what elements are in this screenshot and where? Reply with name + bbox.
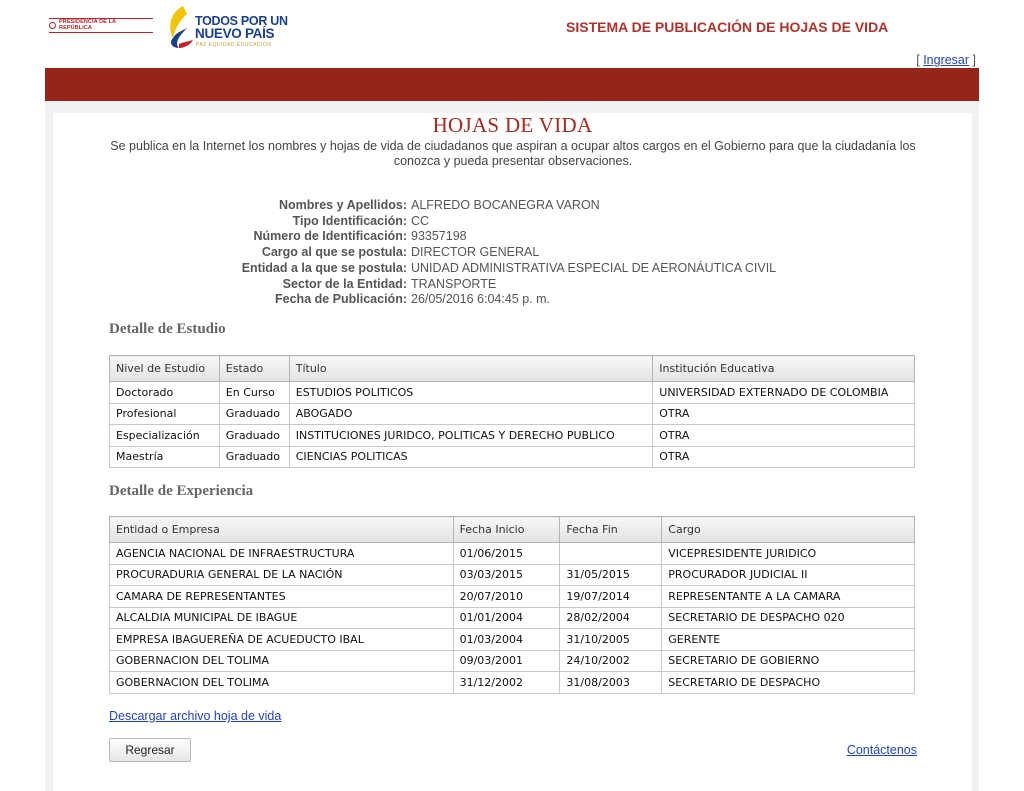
- table-cell: PROCURADURIA GENERAL DE LA NACIÓN: [110, 564, 454, 586]
- column-header[interactable]: Título: [289, 356, 653, 382]
- table-cell: 03/03/2015: [453, 564, 560, 586]
- info-value: CC: [411, 213, 430, 228]
- intro-text: Se publica en la Internet los nombres y hojas de vida de ciudadanos que aspiran a ocupar altos cargos en el Gobierno para que la ciudadanía los conozca y pueda presentar observaciones.: [110, 139, 916, 168]
- table-cell: CIENCIAS POLITICAS: [289, 446, 653, 468]
- table-header-row: [110, 356, 915, 382]
- table-cell: EMPRESA IBAGUEREÑA DE ACUEDUCTO IBAL: [110, 629, 454, 651]
- login-bracket-close: ]: [969, 53, 976, 67]
- logo-rule: [49, 18, 153, 19]
- system-title: SISTEMA DE PUBLICACIÓN DE HOJAS DE VIDA: [566, 19, 889, 35]
- info-row: [93, 261, 893, 277]
- logo-text-line1: TODOS POR UN: [195, 14, 288, 28]
- study-section-title: Detalle de Estudio: [109, 321, 226, 337]
- table-cell: 31/12/2002: [453, 672, 560, 694]
- seal-icon: [49, 22, 56, 29]
- logo-rule: [49, 32, 153, 33]
- page-title: HOJAS DE VIDA: [432, 113, 593, 137]
- table-cell: 24/10/2002: [560, 650, 662, 672]
- study-table: [109, 355, 915, 468]
- table-cell: 31/05/2015: [560, 564, 662, 586]
- table-cell: AGENCIA NACIONAL DE INFRAESTRUCTURA: [110, 543, 454, 565]
- info-value: TRANSPORTE: [411, 276, 497, 291]
- info-label: Sector de la Entidad:: [282, 276, 407, 291]
- table-cell: Especialización: [110, 425, 220, 447]
- info-row: [93, 245, 893, 261]
- info-label: Número de Identificación:: [253, 229, 407, 244]
- column-header[interactable]: Entidad o Empresa: [110, 517, 454, 543]
- info-row: [93, 229, 893, 245]
- back-button[interactable]: Regresar: [109, 738, 191, 762]
- table-cell: OTRA: [653, 446, 915, 468]
- table-cell: ALCALDIA MUNICIPAL DE IBAGUE: [110, 607, 454, 629]
- table-row: [110, 629, 915, 651]
- column-header[interactable]: Estado: [219, 356, 289, 382]
- info-value: UNIDAD ADMINISTRATIVA ESPECIAL DE AERONÁUTICA CIVIL: [411, 260, 777, 275]
- table-row: [110, 564, 915, 586]
- logo-text-line2: NUEVO PAÍS: [195, 26, 275, 41]
- table-cell: 28/02/2004: [560, 607, 662, 629]
- main-content: [53, 113, 972, 791]
- info-value: DIRECTOR GENERAL: [411, 245, 540, 260]
- info-label: Entidad a la que se postula:: [241, 260, 407, 275]
- table-cell: OTRA: [653, 425, 915, 447]
- contact-link[interactable]: Contáctenos: [846, 743, 917, 757]
- table-cell: Maestría: [110, 446, 220, 468]
- table-row: [110, 607, 915, 629]
- column-header[interactable]: Fecha Inicio: [453, 517, 560, 543]
- table-row: [110, 425, 915, 447]
- table-cell: 31/10/2005: [560, 629, 662, 651]
- login-bracket-open: [: [916, 53, 924, 67]
- table-cell: ABOGADO: [289, 403, 653, 425]
- brand-bar: [45, 68, 979, 101]
- info-row: [93, 214, 893, 230]
- table-cell: OTRA: [653, 403, 915, 425]
- info-value: 93357198: [411, 229, 467, 244]
- table-cell: Graduado: [219, 446, 289, 468]
- info-label: Cargo al que se postula:: [261, 245, 407, 260]
- column-header[interactable]: Fecha Fin: [560, 517, 662, 543]
- table-row: [110, 382, 915, 404]
- table-cell: SECRETARIO DE DESPACHO 020: [662, 607, 915, 629]
- table-cell: Graduado: [219, 403, 289, 425]
- table-row: [110, 543, 915, 565]
- table-cell: GOBERNACION DEL TOLIMA: [110, 650, 454, 672]
- table-cell: 31/08/2003: [560, 672, 662, 694]
- info-row: [93, 292, 893, 308]
- presidencia-text: PRESIDENCIA DE LA REPÚBLICA: [59, 19, 116, 31]
- colombia-swoosh-icon: [165, 4, 195, 50]
- table-row: [110, 672, 915, 694]
- login-area: [916, 53, 976, 67]
- download-cv-link[interactable]: Descargar archivo hoja de vida: [109, 709, 282, 723]
- table-cell: CAMARA DE REPRESENTANTES: [110, 586, 454, 608]
- column-header[interactable]: Nivel de Estudio: [110, 356, 220, 382]
- info-label: Tipo Identificación:: [292, 213, 407, 228]
- table-cell: Doctorado: [110, 382, 220, 404]
- person-info: [93, 198, 893, 308]
- table-cell: En Curso: [219, 382, 289, 404]
- table-cell: 19/07/2014: [560, 586, 662, 608]
- table-cell: Profesional: [110, 403, 220, 425]
- table-cell: [560, 543, 662, 565]
- info-value: 26/05/2016 6:04:45 p. m.: [411, 292, 550, 307]
- table-cell: GERENTE: [662, 629, 915, 651]
- table-cell: VICEPRESIDENTE JURIDICO: [662, 543, 915, 565]
- table-row: [110, 650, 915, 672]
- logo-text-line3: PAZ EQUIDAD EDUCACIÓN: [196, 42, 272, 48]
- table-cell: REPRESENTANTE A LA CAMARA: [662, 586, 915, 608]
- table-header-row: [110, 517, 915, 543]
- table-cell: Graduado: [219, 425, 289, 447]
- table-row: [110, 586, 915, 608]
- info-label: Fecha de Publicación:: [275, 292, 407, 307]
- table-cell: 01/06/2015: [453, 543, 560, 565]
- presidencia-logo[interactable]: [49, 14, 149, 36]
- column-header[interactable]: Institución Educativa: [653, 356, 915, 382]
- table-cell: SECRETARIO DE GOBIERNO: [662, 650, 915, 672]
- header: [45, 0, 979, 68]
- info-label: Nombres y Apellidos:: [278, 198, 407, 212]
- table-cell: 09/03/2001: [453, 650, 560, 672]
- table-row: [110, 446, 915, 468]
- nuevo-pais-logo[interactable]: [165, 4, 288, 50]
- table-cell: INSTITUCIONES JURIDCO, POLITICAS Y DERECHO PUBLICO: [289, 425, 653, 447]
- login-link[interactable]: Ingresar: [923, 53, 970, 67]
- info-row: [93, 277, 893, 293]
- page: [45, 0, 979, 791]
- table-cell: 20/07/2010: [453, 586, 560, 608]
- experience-table: [109, 516, 915, 694]
- table-cell: 01/01/2004: [453, 607, 560, 629]
- table-cell: GOBERNACION DEL TOLIMA: [110, 672, 454, 694]
- column-header[interactable]: Cargo: [662, 517, 915, 543]
- table-cell: 01/03/2004: [453, 629, 560, 651]
- table-row: [110, 403, 915, 425]
- table-cell: PROCURADOR JUDICIAL II: [662, 564, 915, 586]
- table-cell: ESTUDIOS POLITICOS: [289, 382, 653, 404]
- table-cell: UNIVERSIDAD EXTERNADO DE COLOMBIA: [653, 382, 915, 404]
- table-cell: SECRETARIO DE DESPACHO: [662, 672, 915, 694]
- experience-section-title: Detalle de Experiencia: [109, 483, 254, 499]
- info-value: ALFREDO BOCANEGRA VARON: [411, 198, 600, 212]
- info-row: [93, 198, 893, 214]
